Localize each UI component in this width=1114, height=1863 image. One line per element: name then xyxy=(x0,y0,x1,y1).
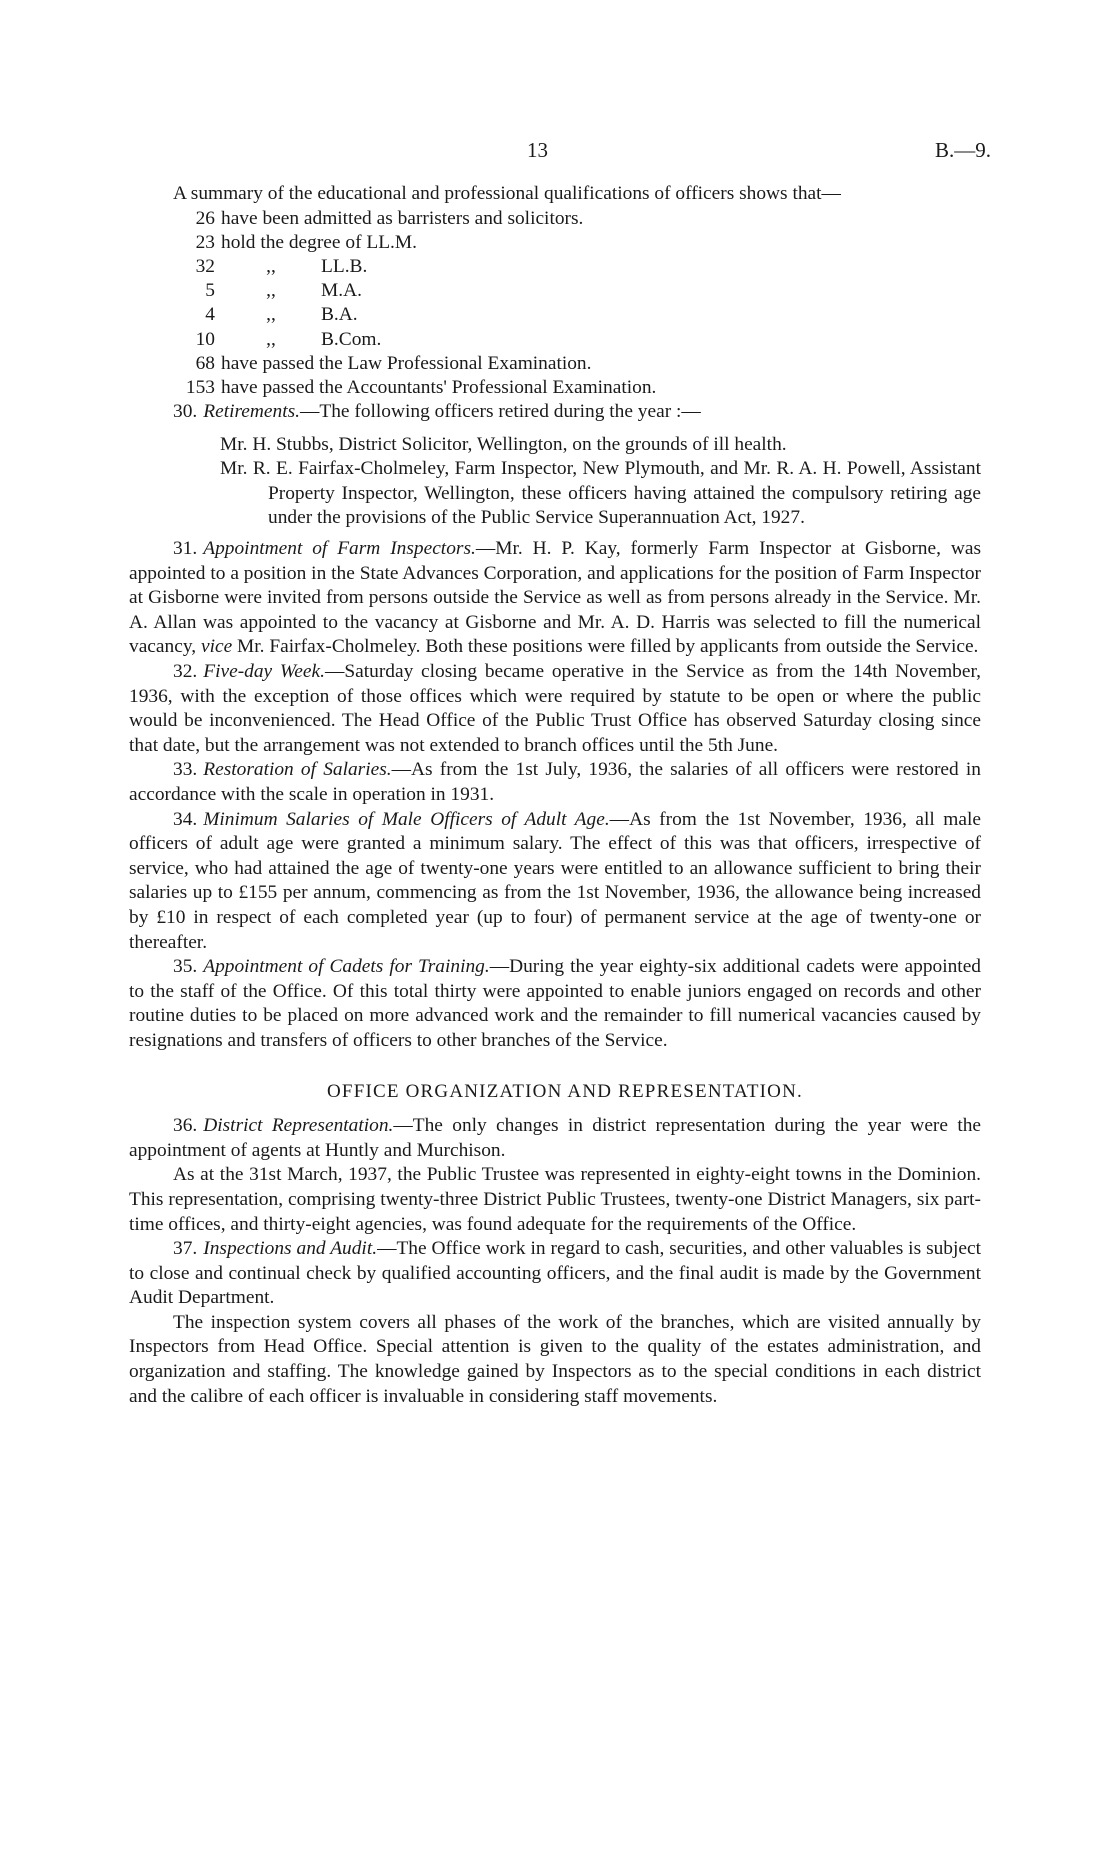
summary-intro: A summary of the educational and professional qualifications of officers shows that— xyxy=(173,183,841,204)
qualification-count: 10 xyxy=(195,328,215,350)
qualification-degree: M.A. xyxy=(321,280,362,302)
paragraph-title: Minimum Salaries of Male Officers of Adult Age. xyxy=(203,808,610,830)
qualification-count: 4 xyxy=(205,304,215,326)
qualification-degree: B.A. xyxy=(321,304,358,326)
ditto-mark: ,, xyxy=(266,304,276,326)
paragraph-title: Five-day Week. xyxy=(203,661,325,683)
ditto-mark: ,, xyxy=(266,328,276,350)
paragraph-text: —As from the 1st November, 1936, all male officers of adult age were granted a minimum salary. The effect of this was that officers, irrespective of service, who had attained the age of twenty-one years were entitled to an allowance sufficient to bring their salaries up to £155 per annum, commencing as from the 1st November, 1936, the allowance being increased by £10 in respect of each completed year (up to four) of permanent service at the age of twenty-one or thereafter. xyxy=(129,808,981,953)
paragraph-text: —The following officers retired during the year :— xyxy=(300,401,701,423)
section-heading: OFFICE ORGANIZATION AND REPRESENTATION. xyxy=(327,1080,803,1102)
page-header xyxy=(0,138,1114,164)
qualification-text: have been admitted as barristers and solicitors. xyxy=(221,207,584,229)
qualification-count: 68 xyxy=(195,352,215,374)
qualification-row xyxy=(179,352,981,376)
qualification-row xyxy=(179,255,981,279)
qualification-row xyxy=(179,303,981,327)
paragraph-title: Appointment of Farm Inspectors. xyxy=(203,538,476,560)
paragraph-number: 36. xyxy=(173,1115,198,1137)
paragraph-text: —The only changes in district representation during the year were the appointment of agents at Huntly and Murchison. xyxy=(129,1115,982,1161)
paragraph-text: —As from the 1st July, 1936, the salaries of all officers were restored in accordance with the scale in operation in 1931. xyxy=(129,759,981,805)
paragraph-text: Mr. Fairfax-Cholmeley. Both these positions were filled by applicants from outside the Service. xyxy=(237,636,979,658)
paragraph-text: —The Office work in regard to cash, securities, and other valuables is subject to close and continual check by qualified accounting officers, and the final audit is made by the Government Audit Department. xyxy=(129,1238,981,1309)
paragraph-number: 31. xyxy=(173,538,198,560)
retirement-entry: Mr. R. E. Fairfax-Cholmeley, Farm Inspector, New Plymouth, and Mr. R. A. H. Powell, Assistant Property Inspector, Wellington, these officers having attained the compulsory retiring age under the provisions of the Public Service Superannuation Act, 1927. xyxy=(220,458,981,529)
qualification-count: 23 xyxy=(195,231,215,253)
ditto-mark: ,, xyxy=(266,280,276,302)
qualification-count: 5 xyxy=(205,280,215,302)
paragraph-title: District Representation. xyxy=(203,1115,394,1137)
paragraph-text: —Mr. H. P. Kay, formerly Farm Inspector at Gisborne, was appointed to a position in the State Advances Corporation, and applications for the position of Farm Inspector at Gisborne were invited from persons outside the Service as well as from persons already in the Service. Mr. A. Allan was appointed to the vacancy at Gisborne and Mr. A. D. Harris was selected to fill the numerical vacancy, xyxy=(129,538,981,658)
paragraph-37 xyxy=(129,1237,981,1311)
paragraph-36-continued: As at the 31st March, 1937, the Public Trustee was represented in eighty-eight towns in the Dominion. This representation, comprising twenty-three District Public Trustees, twenty-one District Managers, six part-time offices, and thirty-eight agencies, was found adequate for the requirements of the Office. xyxy=(129,1164,981,1235)
qualification-row xyxy=(179,376,981,400)
paragraph-number: 34. xyxy=(173,808,198,830)
ditto-mark: ,, xyxy=(266,255,276,277)
paragraph-title: Restoration of Salaries. xyxy=(203,759,392,781)
paragraph-text: —During the year eighty-six additional cadets were appointed to the staff of the Office. Of this total thirty were appointed to enable juniors engaged on records and other routine duties to be placed on more advanced work and the remainder to fill numerical vacancies caused by resignations and transfers of officers to other branches of the Service. xyxy=(129,956,981,1051)
paragraph-number: 33. xyxy=(173,759,198,781)
paragraph-text: —Saturday closing became operative in the Service as from the 14th November, 1936, with the exception of those offices which were required by statute to be open or where the public would be inconvenienced. The Head Office of the Public Trust Office has observed Saturday closing since that date, but the arrangement was not extended to branch offices until the 5th June. xyxy=(129,661,981,756)
paragraph-title: Inspections and Audit. xyxy=(203,1238,378,1260)
qualification-degree: B.Com. xyxy=(321,328,382,350)
page-content xyxy=(129,182,981,1409)
qualification-row xyxy=(179,279,981,303)
vice-word: vice xyxy=(200,636,233,658)
paragraph-36 xyxy=(129,1114,981,1163)
paragraph-31 xyxy=(129,537,981,660)
qualification-text: have passed the Law Professional Examination. xyxy=(221,352,592,374)
qualification-degree: LL.B. xyxy=(321,255,368,277)
retirement-entry: Mr. H. Stubbs, District Solicitor, Wellington, on the grounds of ill health. xyxy=(220,433,787,455)
paragraph-30 xyxy=(129,400,981,425)
paragraph-37-continued: The inspection system covers all phases of the work of the branches, which are visited annually by Inspectors from Head Office. Special attention is given to the quality of the estates administration, and organization and staffing. The knowledge gained by Inspectors as to the special conditions in each district and the calibre of each officer is invaluable in considering staff movements. xyxy=(129,1311,981,1407)
paragraph-number: 32. xyxy=(173,661,198,683)
qualification-text: have passed the Accountants' Professional Examination. xyxy=(221,376,657,398)
paragraph-title: Appointment of Cadets for Training. xyxy=(203,956,490,978)
paragraph-32 xyxy=(129,660,981,758)
paragraph-number: 30. xyxy=(173,401,198,423)
qualifications-list xyxy=(179,207,981,401)
qualification-count: 153 xyxy=(185,376,215,398)
page-number: 13 xyxy=(527,138,548,162)
retirements-list xyxy=(220,433,981,531)
qualification-row xyxy=(179,231,981,255)
document-reference: B.—9. xyxy=(935,138,992,162)
paragraph-title: Retirements. xyxy=(203,401,300,423)
qualification-count: 26 xyxy=(195,207,215,229)
paragraph-33 xyxy=(129,758,981,807)
paragraph-number: 37. xyxy=(173,1238,198,1260)
qualification-count: 32 xyxy=(195,255,215,277)
paragraph-number: 35. xyxy=(173,956,198,978)
paragraph-35 xyxy=(129,955,981,1053)
qualification-text: hold the degree of LL.M. xyxy=(221,231,417,253)
paragraph-34 xyxy=(129,808,981,956)
qualification-row xyxy=(179,207,981,231)
qualification-row xyxy=(179,328,981,352)
